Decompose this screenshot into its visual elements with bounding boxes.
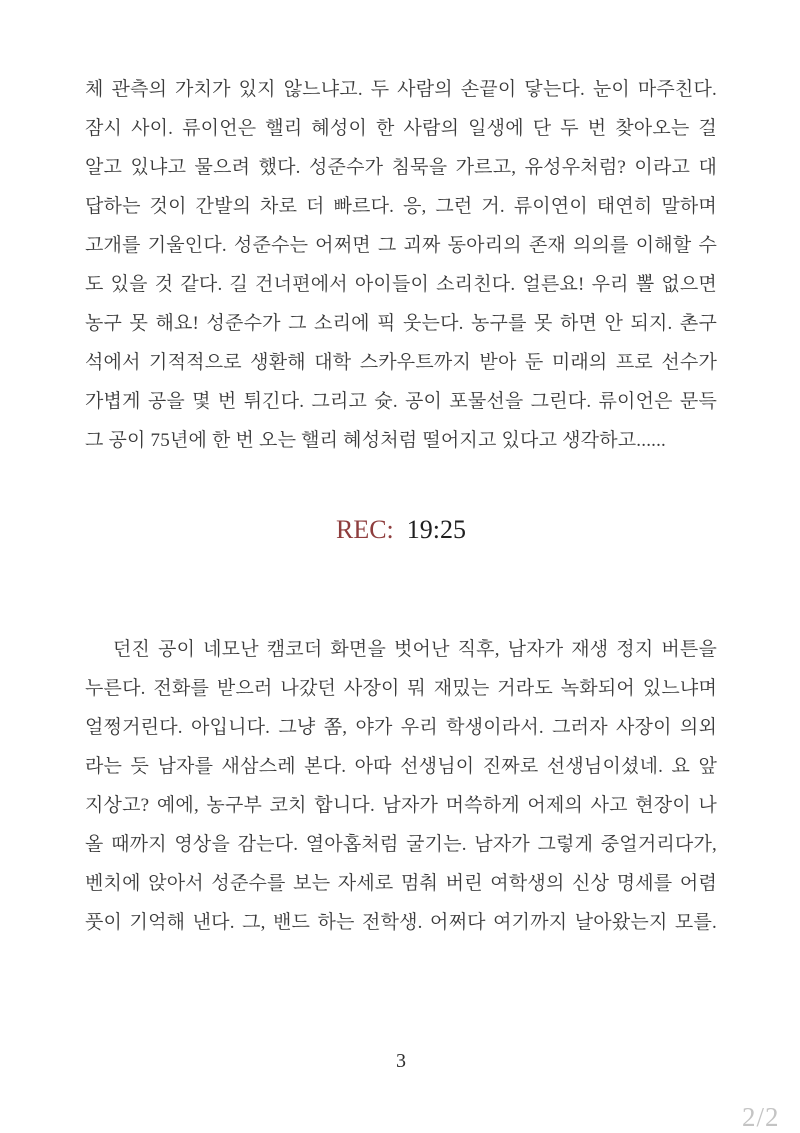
body-text-paragraph-2 [85, 630, 717, 942]
text-line: 도 있을 것 같다. 길 건너편에서 아이들이 소리친다. 얼른요! 우리 뽈 없으면 [85, 274, 717, 295]
text-line: 잠시 사이. 류이언은 핼리 혜성이 한 사람의 일생에 단 두 번 찾아오는 걸 [85, 118, 717, 139]
body-text-paragraph-1 [85, 70, 717, 460]
text-line: 고개를 기울인다. 성준수는 어쩌면 그 괴짜 동아리의 존재 의의를 이해할 수 [85, 235, 717, 256]
rec-timestamp-line [85, 515, 717, 545]
rec-label: REC: [335, 515, 394, 544]
text-line: 가볍게 공을 몇 번 튀긴다. 그리고 슛. 공이 포물선을 그린다. 류이언은 문득 [85, 391, 717, 412]
text-line: 던진 공이 네모난 캠코더 화면을 벗어난 직후, 남자가 재생 정지 버튼을 [113, 639, 717, 660]
rec-time: 19:25 [406, 515, 467, 544]
text-line: 그 공이 75년에 한 번 오는 핼리 혜성처럼 떨어지고 있다고 생각하고...... [85, 430, 667, 451]
text-line: 얼쩡거린다. 아입니다. 그냥 쫌, 야가 우리 학생이라서. 그러자 사장이 의외 [85, 717, 717, 738]
text-line: 누른다. 전화를 받으러 나갔던 사장이 뭐 재밌는 거라도 녹화되어 있느냐며 [85, 678, 717, 699]
text-line: 농구 못 해요! 성준수가 그 소리에 픽 웃는다. 농구를 못 하면 안 되지. 촌구 [85, 313, 717, 334]
text-line: 알고 있냐고 물으려 했다. 성준수가 침묵을 가르고, 유성우처럼? 이라고 대 [85, 157, 717, 178]
text-line: 벤치에 앉아서 성준수를 보는 자세로 멈춰 버린 여학생의 신상 명세를 어렴 [85, 873, 717, 894]
text-line: 풋이 기억해 낸다. 그, 밴드 하는 전학생. 어쩌다 여기까지 날아왔는지 모를. [85, 912, 717, 933]
text-line: 석에서 기적적으로 생환해 대학 스카우트까지 받아 둔 미래의 프로 선수가 [85, 352, 717, 373]
page-number: 3 [396, 1050, 406, 1072]
corner-page-indicator: 2/2 [742, 1102, 780, 1132]
text-line: 답하는 것이 간발의 차로 더 빠르다. 응, 그런 거. 류이연이 태연히 말하며 [85, 196, 717, 217]
text-line: 지상고? 예에, 농구부 코치 합니다. 남자가 머쓱하게 어제의 사고 현장이 나 [85, 795, 717, 816]
text-line: 라는 듯 남자를 새삼스레 본다. 아따 선생님이 진짜로 선생님이셨네. 요 앞 [85, 756, 717, 777]
text-line: 체 관측의 가치가 있지 않느냐고. 두 사람의 손끝이 닿는다. 눈이 마주친다. [85, 79, 717, 100]
text-line: 올 때까지 영상을 감는다. 열아홉처럼 굴기는. 남자가 그렇게 중얼거리다가, [85, 834, 717, 855]
